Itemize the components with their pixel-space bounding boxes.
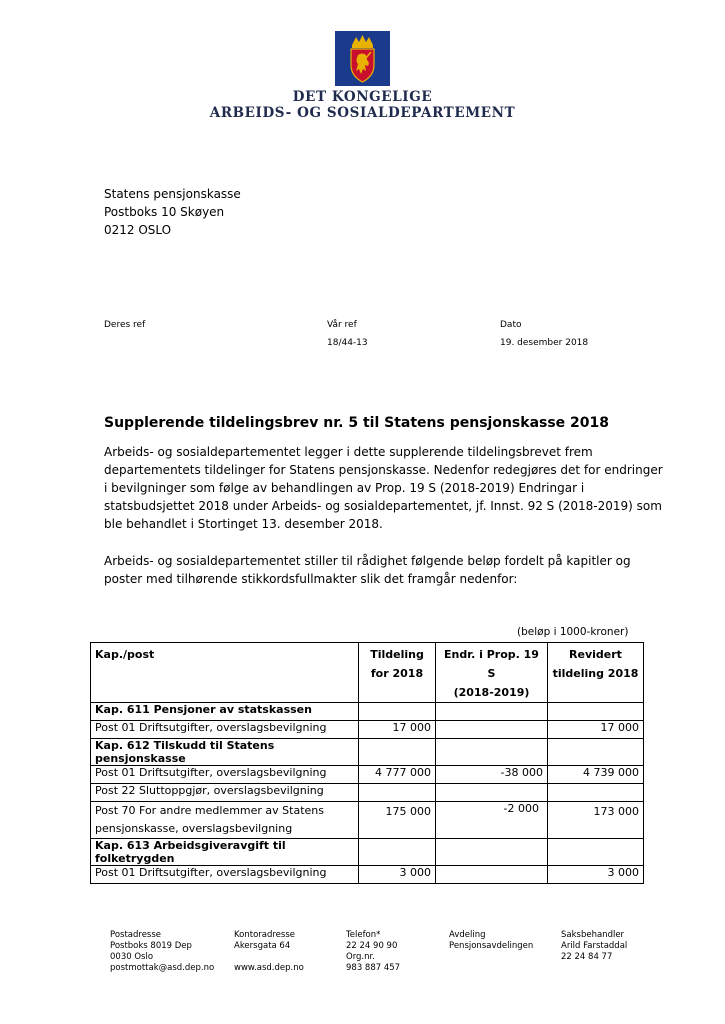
cell-endring [436,784,548,802]
dato-value: 19. desember 2018 [500,338,589,348]
table-row [91,703,644,721]
body-paragraph-2: Arbeids- og sosialdepartementet stiller til rådighet følgende beløp fordelt på kapitler og poster med tilhørende stikkordsfullmakter slik det framgår nedenfor: [104,554,631,586]
table-row [91,839,644,866]
recipient-postcode: 0212 OSLO [104,223,172,237]
cell-endring [436,866,548,884]
cell-revidert: 173 000 [548,802,644,839]
cell-tildeling [359,739,436,766]
footer-telefon-number: 22 24 90 90 [346,941,398,951]
cell-revidert [548,839,644,866]
table-row [91,802,644,839]
cell-tildeling [359,839,436,866]
footer-email[interactable]: postmottak@asd.dep.no [110,963,215,973]
footer-avdeling-label: Avdeling [449,930,486,940]
row-label: Kap. 611 Pensjoner av statskassen [91,703,359,721]
cell-endring [436,739,548,766]
footer-postadresse-label: Postadresse [110,930,162,940]
cell-revidert: 17 000 [548,721,644,739]
header-endring: Endr. i Prop. 19 S (2018-2019) [436,643,548,703]
cell-tildeling: 17 000 [359,721,436,739]
cell-endring [436,839,548,866]
table-row [91,739,644,766]
footer-kontoradresse [234,930,304,974]
cell-endring: -2 000 [436,802,548,839]
deres-ref-label: Deres ref [104,320,146,330]
cell-endring [436,703,548,721]
cell-revidert [548,739,644,766]
footer-spacer [234,952,304,963]
cell-endring [436,721,548,739]
org-name-line1: DET KONGELIGE [292,89,433,105]
row-label: Post 22 Sluttoppgjør, overslagsbevilgning [91,784,359,802]
footer-street: Akersgata 64 [234,941,291,951]
cell-tildeling [359,784,436,802]
row-label: Post 70 For andre medlemmer av Statens pensjonskasse, overslagsbevilgning [91,802,359,839]
row-label: Post 01 Driftsutgifter, overslagsbevilgning [91,866,359,884]
table-row [91,784,644,802]
budget-table [90,642,644,884]
table-row [91,866,644,884]
row-label: Post 01 Driftsutgifter, overslagsbevilgning [91,721,359,739]
table-row [91,766,644,784]
footer-telefon-label: Telefon* [346,930,381,940]
footer-postadresse [110,930,214,974]
footer-website[interactable]: www.asd.dep.no [234,963,304,973]
table-row [91,721,644,739]
body-paragraph-1: Arbeids- og sosialdepartementet legger i dette supplerende tildelingsbrevet frem departementets tildelinger for Statens pensjonskasse. Nedenfor redegjøres det for endringer i bevilgninger som følge av behandlingen av Prop. 19 S (2018-2019) Endringar i statsbudsjettet 2018 under Arbeids- og sosialdepartementet, jf. Innst. 92 S (2018-2019) som ble behandlet i Stortinget 13. desember 2018. [104,445,663,531]
row-label: Post 01 Driftsutgifter, overslagsbevilgning [91,766,359,784]
cell-tildeling [359,703,436,721]
header-kap-post: Kap./post [91,643,359,703]
footer-orgnr-value: 983 887 457 [346,963,401,973]
cell-revidert [548,703,644,721]
row-label: Kap. 613 Arbeidsgiveravgift til folketrygden [91,839,359,866]
recipient-address: Postboks 10 Skøyen [104,205,225,219]
header-revidert: Revidert tildeling 2018 [548,643,644,703]
footer-saksbehandler-phone: 22 24 84 77 [561,952,613,962]
cell-tildeling: 3 000 [359,866,436,884]
org-name-line2: ARBEIDS- OG SOSIALDEPARTEMENT [209,105,516,121]
cell-revidert: 4 739 000 [548,766,644,784]
footer-postcode: 0030 Oslo [110,952,154,962]
var-ref-label: Vår ref [327,320,357,330]
footer-postboks: Postboks 8019 Dep [110,941,192,951]
letter-title: Supplerende tildelingsbrev nr. 5 til Statens pensjonskasse 2018 [104,415,610,431]
cell-tildeling: 4 777 000 [359,766,436,784]
footer-telefon [346,930,400,974]
var-ref-value: 18/44-13 [327,338,368,348]
footer-avdeling-value: Pensjonsavdelingen [449,941,534,951]
footer-saksbehandler [561,930,627,963]
footer-avdeling [449,930,533,952]
cell-revidert: 3 000 [548,866,644,884]
dato-label: Dato [500,320,522,330]
cell-tildeling: 175 000 [359,802,436,839]
table-header-row [91,643,644,703]
row-label: Kap. 612 Tilskudd til Statens pensjonskasse [91,739,359,766]
cell-revidert [548,784,644,802]
coat-of-arms-logo [335,31,390,86]
recipient-name: Statens pensjonskasse [104,187,241,201]
header-tildeling: Tildeling for 2018 [359,643,436,703]
unit-note: (beløp i 1000-kroner) [517,626,629,638]
footer-saksbehandler-label: Saksbehandler [561,930,625,940]
footer-saksbehandler-name: Arild Farstaddal [561,941,628,951]
footer-orgnr-label: Org.nr. [346,952,375,962]
footer-kontoradresse-label: Kontoradresse [234,930,295,940]
cell-endring: -38 000 [436,766,548,784]
